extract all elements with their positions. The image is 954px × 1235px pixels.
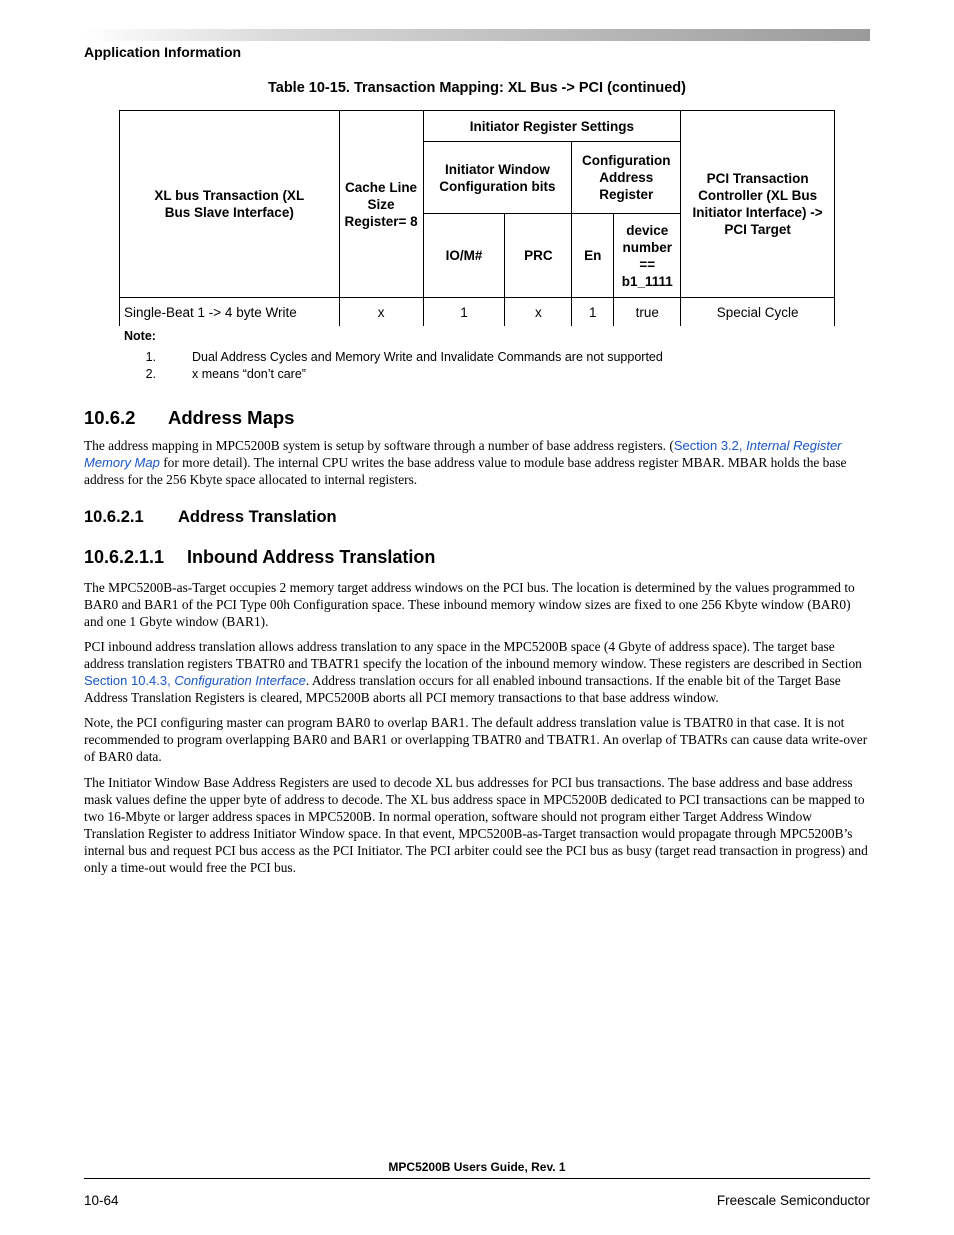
footer-rule bbox=[84, 1178, 870, 1179]
cell-prc: x bbox=[505, 298, 572, 327]
paragraph: The MPC5200B-as-Target occupies 2 memory target address windows on the PCI bus. The location is determined by the values programmed to BAR0 and BAR1 of the PCI Type 00h Configuration space. These inbound memory window sizes are fixed to one 256 Kbyte window (BAR0) and one 1 Gbyte window (BAR1). bbox=[84, 580, 855, 629]
cell-en: 1 bbox=[572, 298, 614, 327]
header-device-number: device number == b1_1111 bbox=[614, 214, 681, 298]
footer-guide-title: MPC5200B Users Guide, Rev. 1 bbox=[388, 1160, 566, 1174]
section-number: 10.6.2.1.1 bbox=[84, 547, 165, 567]
section-title: Address Maps bbox=[168, 407, 295, 428]
cell-transaction: Single-Beat 1 -> 4 byte Write bbox=[120, 298, 340, 327]
cell-io-m: 1 bbox=[423, 298, 505, 327]
section-number: 10.6.2.1 bbox=[84, 508, 144, 526]
note-number: 1. bbox=[145, 350, 156, 364]
table-row bbox=[120, 298, 835, 327]
paragraph-text: . Address translation occurs for all enabled inbound transactions. If the enable bit of the Target Base Address Translation Registers is cleared, MPC5200B aborts all PCI memory transactions to that base address window. bbox=[84, 673, 841, 705]
transaction-mapping-table bbox=[119, 110, 835, 326]
header-bar bbox=[84, 29, 870, 41]
section-link[interactable] bbox=[84, 673, 306, 688]
note-item bbox=[124, 349, 663, 366]
note-title: Note: bbox=[124, 329, 156, 343]
paragraph-text: The address mapping in MPC5200B system is setup by software through a number of base address registers. ( bbox=[84, 438, 674, 453]
table-caption: Table 10-15. Transaction Mapping: XL Bus -> PCI (continued) bbox=[267, 80, 686, 96]
note-text: Dual Address Cycles and Memory Write and Invalidate Commands are not supported bbox=[192, 350, 663, 364]
section-title: Address Translation bbox=[178, 508, 337, 526]
link-text: Section 10.4.3, bbox=[84, 673, 175, 688]
note-text: x means “don’t care” bbox=[192, 367, 306, 381]
section-number: 10.6.2 bbox=[84, 407, 136, 428]
cell-target: Special Cycle bbox=[681, 298, 835, 327]
header-cache-line-size: Cache Line Size Register= 8 bbox=[339, 111, 423, 298]
paragraph-text: for more detail). The internal CPU writes the base address value to module base address register MBAR. MBAR holds the base address for the 256 Kbyte space allocated to internal registers. bbox=[84, 455, 847, 487]
section-heading-address-translation bbox=[84, 508, 337, 527]
header-initiator-window-config-bits: Initiator Window Configuration bits bbox=[423, 142, 572, 214]
paragraph-text: PCI inbound address translation allows address translation to any space in the MPC5200B space (4 Gbyte of address space). The target base address translation registers TBATR0 and TBATR1 specify the location of the inbound memory window. These registers are described in Section bbox=[84, 639, 862, 671]
header-initiator-register-settings: Initiator Register Settings bbox=[423, 111, 681, 142]
paragraph bbox=[84, 638, 870, 706]
footer-company: Freescale Semiconductor bbox=[716, 1193, 870, 1208]
paragraph: Note, the PCI configuring master can program BAR0 to overlap BAR1. The default address translation value is TBATR0 in that case. It is not recommended to program overlapping BAR0 and BAR1 or overlapping TBATR0 and TBATR1. An overlap of TBATRs can cause data write-over of BAR0 data. bbox=[84, 715, 868, 764]
section-heading-address-maps bbox=[84, 407, 294, 429]
link-text: Section 3.2, bbox=[673, 438, 747, 453]
header-xl-bus-transaction: XL bus Transaction (XL Bus Slave Interface) bbox=[120, 111, 340, 298]
note-item bbox=[124, 366, 663, 383]
table-notes bbox=[124, 329, 663, 383]
link-title: Internal Register Memory Map bbox=[84, 438, 842, 470]
link-title: Configuration Interface bbox=[174, 673, 306, 688]
section-heading-inbound-address-translation bbox=[84, 547, 435, 568]
cell-cache: x bbox=[339, 298, 423, 327]
paragraph bbox=[84, 437, 870, 488]
header-en: En bbox=[572, 214, 614, 298]
header-pci-transaction-controller: PCI Transaction Controller (XL Bus Initiator Interface) -> PCI Target bbox=[681, 111, 835, 298]
header-prc: PRC bbox=[505, 214, 572, 298]
page-number: 10-64 bbox=[84, 1193, 119, 1208]
header-configuration-address-register: Configuration Address Register bbox=[572, 142, 681, 214]
header-io-m: IO/M# bbox=[423, 214, 505, 298]
note-number: 2. bbox=[145, 367, 156, 381]
cell-device: true bbox=[614, 298, 681, 327]
paragraph: The Initiator Window Base Address Registers are used to decode XL bus addresses for PCI bus transactions. The base address and base address mask values define the upper byte of address to decode. The XL bus address space in MPC5200B dedicated to PCI transactions can be mapped to two 16-Mbyte or larger address spaces in MPC5200B. In normal operation, software should not program either Target Address Window Translation Register to address Initiator Window space. In that event, MPC5200B-as-Target transaction would propagate through MPC5200B’s internal bus and request PCI bus access as the PCI Initiator. The PCI arbiter could see the PCI bus as busy (target read transaction in progress) and only a time-out would free the PCI bus. bbox=[84, 775, 868, 875]
section-title: Inbound Address Translation bbox=[187, 547, 436, 567]
running-header: Application Information bbox=[84, 44, 242, 60]
